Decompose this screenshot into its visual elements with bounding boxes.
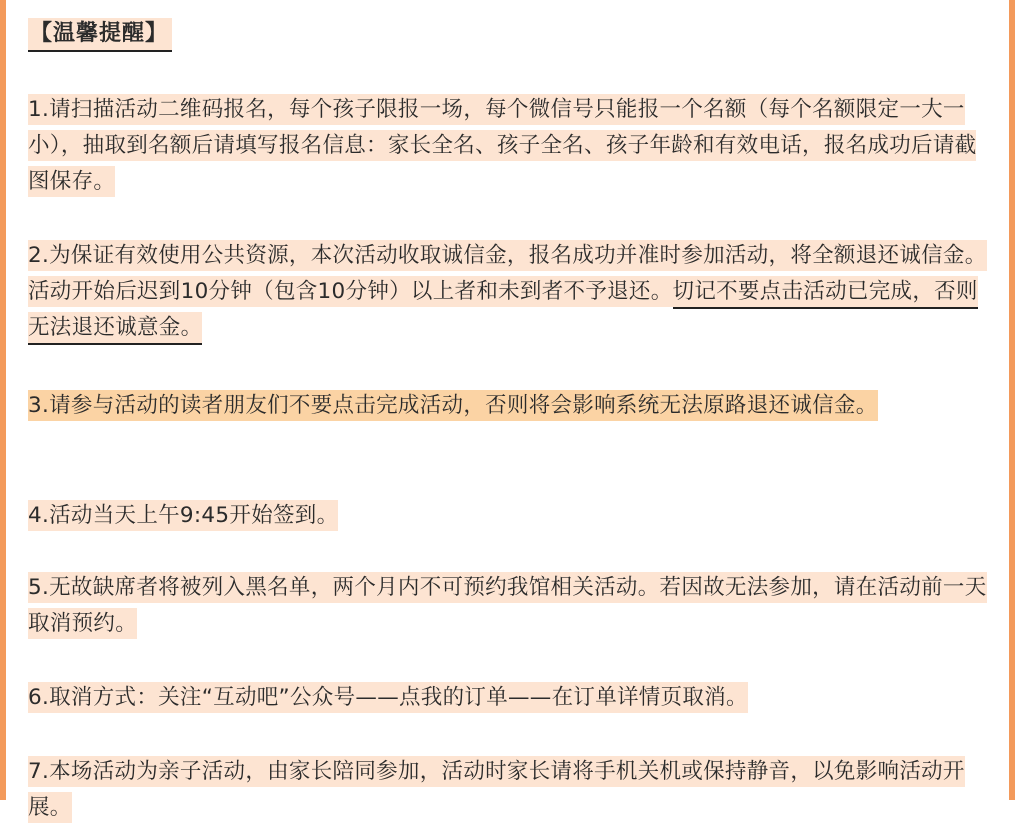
notice-item-4-text: 4.活动当天上午9:45开始签到。 (28, 500, 338, 531)
notice-item-5-text: 5.无故缺席者将被列入黑名单，两个月内不可预约我馆相关活动。若因故无法参加，请在活动前一天取消预约。 (28, 572, 987, 639)
notice-item-3 (28, 388, 998, 424)
notice-item-3-text: 3.请参与活动的读者朋友们不要点击完成活动，否则将会影响系统无法原路退还诚信金。 (28, 390, 878, 421)
notice-heading: 【温馨提醒】 (28, 18, 172, 52)
notice-item-1-text: 1.请扫描活动二维码报名，每个孩子限报一场，每个微信号只能报一个名额（每个名额限定一大一小），抽取到名额后请填写报名信息：家长全名、孩子全名、孩子年龄和有效电话，报名成功后请截图保存。 (28, 94, 976, 197)
notice-item-2-warning: 切记不要点击活动已完成，否则无法退还诚意金。 (28, 276, 978, 345)
notice-item-7 (28, 754, 998, 826)
notice-item-2-text: 2.为保证有效使用公共资源，本次活动收取诚信金，报名成功并准时参加活动，将全额退还诚信金。活动开始后迟到10分钟（包含10分钟）以上者和未到者不予退还。 (28, 240, 987, 307)
notice-item-6 (28, 680, 998, 716)
notice-item-5 (28, 570, 998, 642)
notice-item-4 (28, 498, 998, 534)
notice-item-7-text: 7.本场活动为亲子活动，由家长陪同参加，活动时家长请将手机关机或保持静音，以免影响活动开展。 (28, 756, 965, 823)
notice-item-6-text: 6.取消方式：关注“互动吧”公众号——点我的订单——在订单详情页取消。 (28, 682, 748, 713)
notice-item-2 (28, 238, 998, 346)
notice-item-1 (28, 92, 998, 200)
